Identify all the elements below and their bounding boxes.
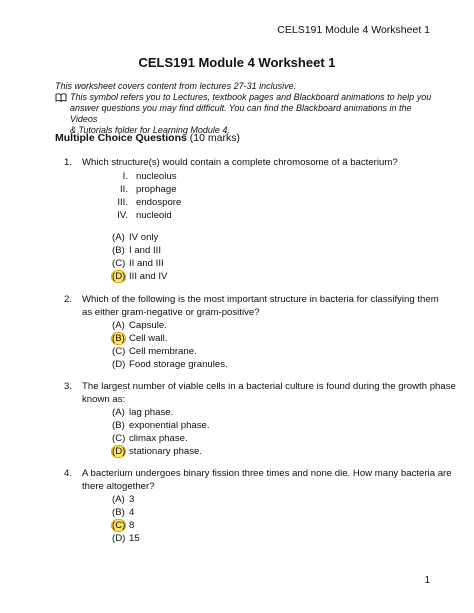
- option-text: lag phase.: [129, 407, 174, 418]
- intro-note-line: answer questions you may find difficult. You can find the Blackboard animations in the Videos: [70, 103, 412, 124]
- section-heading: [55, 132, 240, 144]
- option-letter-highlighted: (D): [112, 271, 126, 282]
- option-text: I and III: [129, 245, 161, 256]
- running-header: CELS191 Module 4 Worksheet 1: [277, 24, 430, 36]
- option-letter: (A): [112, 407, 125, 418]
- statement-numeral: IV.: [117, 210, 128, 221]
- option-text: stationary phase.: [129, 446, 203, 457]
- question-number: 3.: [63, 381, 72, 392]
- statement-text: prophage: [136, 184, 177, 195]
- question-text: known as:: [82, 394, 126, 405]
- option-letter: (A): [112, 320, 125, 331]
- option-text: Cell membrane.: [129, 346, 197, 357]
- option-letter: (B): [112, 245, 125, 256]
- question-text: Which structure(s) would contain a complete chromosome of a bacterium?: [82, 157, 398, 168]
- question-number: 4.: [63, 468, 72, 479]
- option-text: Food storage granules.: [129, 359, 228, 370]
- option-text: Cell wall.: [129, 333, 168, 344]
- option-text: Capsule.: [129, 320, 167, 331]
- question-text: The largest number of viable cells in a bacterial culture is found during the growth phase: [82, 381, 456, 392]
- option-letter: (D): [112, 359, 126, 370]
- option-letter-highlighted: (C): [112, 520, 126, 531]
- option-letter: (D): [112, 533, 126, 544]
- option-text: III and IV: [129, 271, 168, 282]
- option-letter-highlighted: (B): [112, 333, 125, 344]
- option-text: IV only: [129, 232, 159, 243]
- section-heading-title: Multiple Choice Questions: [55, 132, 187, 144]
- section-heading-marks: (10 marks): [186, 132, 240, 144]
- intro-note-line: This symbol refers you to Lectures, textbook pages and Blackboard animations to help you: [70, 92, 432, 102]
- option-text: exponential phase.: [129, 420, 210, 431]
- intro-block: [55, 81, 435, 136]
- statement-text: nucleoid: [136, 210, 172, 221]
- statement-numeral: II.: [120, 184, 128, 195]
- option-text: 3: [129, 494, 135, 505]
- question-number: 2.: [63, 294, 72, 305]
- option-text: climax phase.: [129, 433, 188, 444]
- option-text: 15: [129, 533, 140, 544]
- option-letter-highlighted: (D): [112, 446, 126, 457]
- statement-numeral: III.: [117, 197, 128, 208]
- option-letter: (A): [112, 232, 125, 243]
- question-text: Which of the following is the most important structure in bacteria for classifying them: [82, 294, 439, 305]
- option-text: 8: [129, 520, 135, 531]
- page-number: 1: [424, 575, 430, 586]
- option-letter: (A): [112, 494, 125, 505]
- intro-note-line: & Tutorials folder for Learning Module 4.: [70, 125, 230, 135]
- option-text: II and III: [129, 258, 164, 269]
- question-text: A bacterium undergoes binary fission three times and none die. How many bacteria are: [82, 468, 452, 479]
- book-icon: [55, 93, 67, 102]
- question-text: there altogether?: [82, 481, 155, 492]
- option-letter: (B): [112, 420, 125, 431]
- intro-note: [55, 92, 435, 136]
- statement-text: nucleolus: [136, 171, 177, 182]
- option-letter: (C): [112, 346, 126, 357]
- question-number: 1.: [63, 157, 72, 168]
- statement-text: endospore: [136, 197, 182, 208]
- page-title: CELS191 Module 4 Worksheet 1: [138, 55, 336, 70]
- option-letter: (C): [112, 433, 126, 444]
- statement-numeral: I.: [122, 171, 128, 182]
- question-text: as either gram-negative or gram-positive?: [82, 307, 260, 318]
- option-letter: (B): [112, 507, 125, 518]
- option-letter: (C): [112, 258, 126, 269]
- option-text: 4: [129, 507, 135, 518]
- intro-line: This worksheet covers content from lectures 27-31 inclusive.: [55, 81, 297, 91]
